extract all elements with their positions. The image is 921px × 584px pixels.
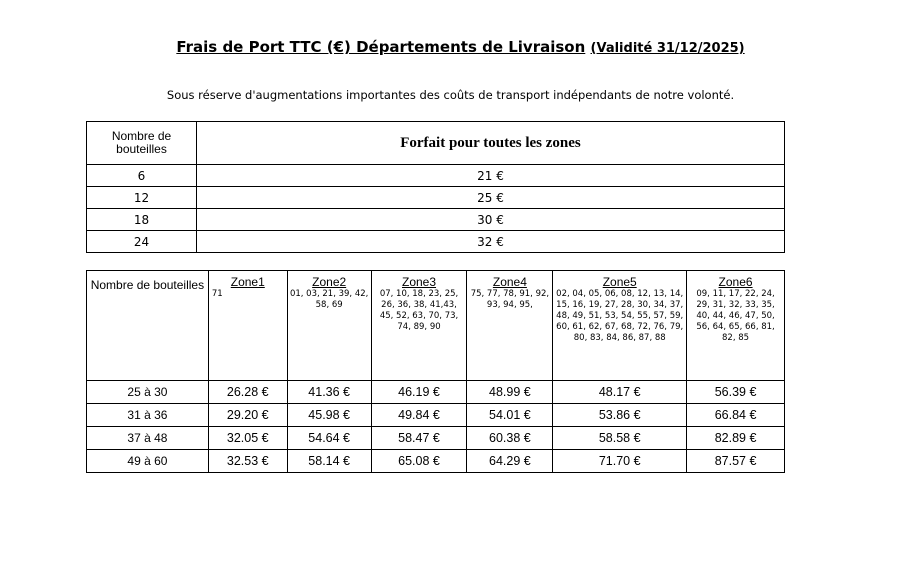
price-cell: 48.99 € (467, 381, 553, 404)
flat-col-bottles-header: Nombre de bouteilles (87, 122, 197, 165)
flat-rate-table (86, 121, 785, 253)
price-cell: 46.19 € (371, 381, 467, 404)
page-title (0, 38, 921, 56)
table-row (87, 231, 785, 253)
bottles-cell: 12 (87, 187, 197, 209)
flat-rate-header-row (87, 122, 785, 165)
price-cell: 71.70 € (553, 450, 687, 473)
price-cell: 29.20 € (208, 404, 287, 427)
zone-header-4 (467, 271, 553, 381)
disclaimer-text: Sous réserve d'augmentations importantes des coûts de transport indépendants de notre volonté. (166, 88, 735, 102)
price-cell: 48.17 € (553, 381, 687, 404)
price-cell: 58.47 € (371, 427, 467, 450)
price-cell: 54.64 € (287, 427, 371, 450)
zone-departments: 71 (211, 289, 223, 299)
price-cell: 54.01 € (467, 404, 553, 427)
zone-header-2 (287, 271, 371, 381)
price-cell: 21 € (197, 165, 785, 187)
price-cell: 49.84 € (371, 404, 467, 427)
zone-header-1 (208, 271, 287, 381)
range-cell: 49 à 60 (87, 450, 209, 473)
price-cell: 58.14 € (287, 450, 371, 473)
zone-name: Zone6 (718, 275, 753, 289)
zone-rate-table (86, 270, 785, 473)
zone-name: Zone2 (312, 275, 347, 289)
zone-name: Zone1 (230, 275, 265, 289)
price-cell: 26.28 € (208, 381, 287, 404)
zone-header-6 (687, 271, 785, 381)
range-cell: 31 à 36 (87, 404, 209, 427)
price-cell: 82.89 € (687, 427, 785, 450)
zone-header-5 (553, 271, 687, 381)
zone-departments: 01, 03, 21, 39, 42, 58, 69 (289, 289, 369, 310)
zone-col-bottles-header (87, 271, 209, 381)
flat-col-forfait-header: Forfait pour toutes les zones (197, 122, 785, 165)
bottles-header-label: Nombre de bouteilles (90, 278, 205, 292)
table-row (87, 450, 785, 473)
price-cell: 41.36 € (287, 381, 371, 404)
zone-departments: 02, 04, 05, 06, 08, 12, 13, 14, 15, 16, 19, 27, 28, 30, 34, 37, 48, 49, 51, 53, 54, 55, 57, 59, 60, 61, 62, 67, 68, 72, 76, 79, 80, 83, 84, 86, 87, 88 (556, 289, 684, 343)
table-row (87, 187, 785, 209)
price-cell: 53.86 € (553, 404, 687, 427)
table-row (87, 427, 785, 450)
table-row (87, 209, 785, 231)
price-cell: 32 € (197, 231, 785, 253)
price-cell: 30 € (197, 209, 785, 231)
price-cell: 32.05 € (208, 427, 287, 450)
range-cell: 37 à 48 (87, 427, 209, 450)
price-cell: 32.53 € (208, 450, 287, 473)
price-cell: 45.98 € (287, 404, 371, 427)
price-cell: 64.29 € (467, 450, 553, 473)
range-cell: 25 à 30 (87, 381, 209, 404)
price-cell: 87.57 € (687, 450, 785, 473)
price-cell: 25 € (197, 187, 785, 209)
table-row (87, 404, 785, 427)
zone-name: Zone5 (602, 275, 637, 289)
title-main: Frais de Port TTC (€) Départements de Livraison (176, 38, 586, 56)
price-cell: 56.39 € (687, 381, 785, 404)
price-cell: 58.58 € (553, 427, 687, 450)
title-validity: (Validité 31/12/2025) (590, 41, 745, 56)
table-row (87, 165, 785, 187)
zone-header-row (87, 271, 785, 381)
zone-departments: 09, 11, 17, 22, 24, 29, 31, 32, 33, 35, 40, 44, 46, 47, 50, 56, 64, 65, 66, 81, 82, 85 (696, 289, 775, 343)
zone-departments: 75, 77, 78, 91, 92, 93, 94, 95, (470, 289, 550, 310)
bottles-cell: 18 (87, 209, 197, 231)
table-row (87, 381, 785, 404)
price-cell: 66.84 € (687, 404, 785, 427)
zone-name: Zone4 (492, 275, 527, 289)
zone-name: Zone3 (402, 275, 437, 289)
zone-departments: 07, 10, 18, 23, 25, 26, 36, 38, 41,43, 45, 52, 63, 70, 73, 74, 89, 90 (379, 289, 459, 332)
bottles-cell: 6 (87, 165, 197, 187)
price-cell: 65.08 € (371, 450, 467, 473)
zone-header-3 (371, 271, 467, 381)
bottles-cell: 24 (87, 231, 197, 253)
price-cell: 60.38 € (467, 427, 553, 450)
